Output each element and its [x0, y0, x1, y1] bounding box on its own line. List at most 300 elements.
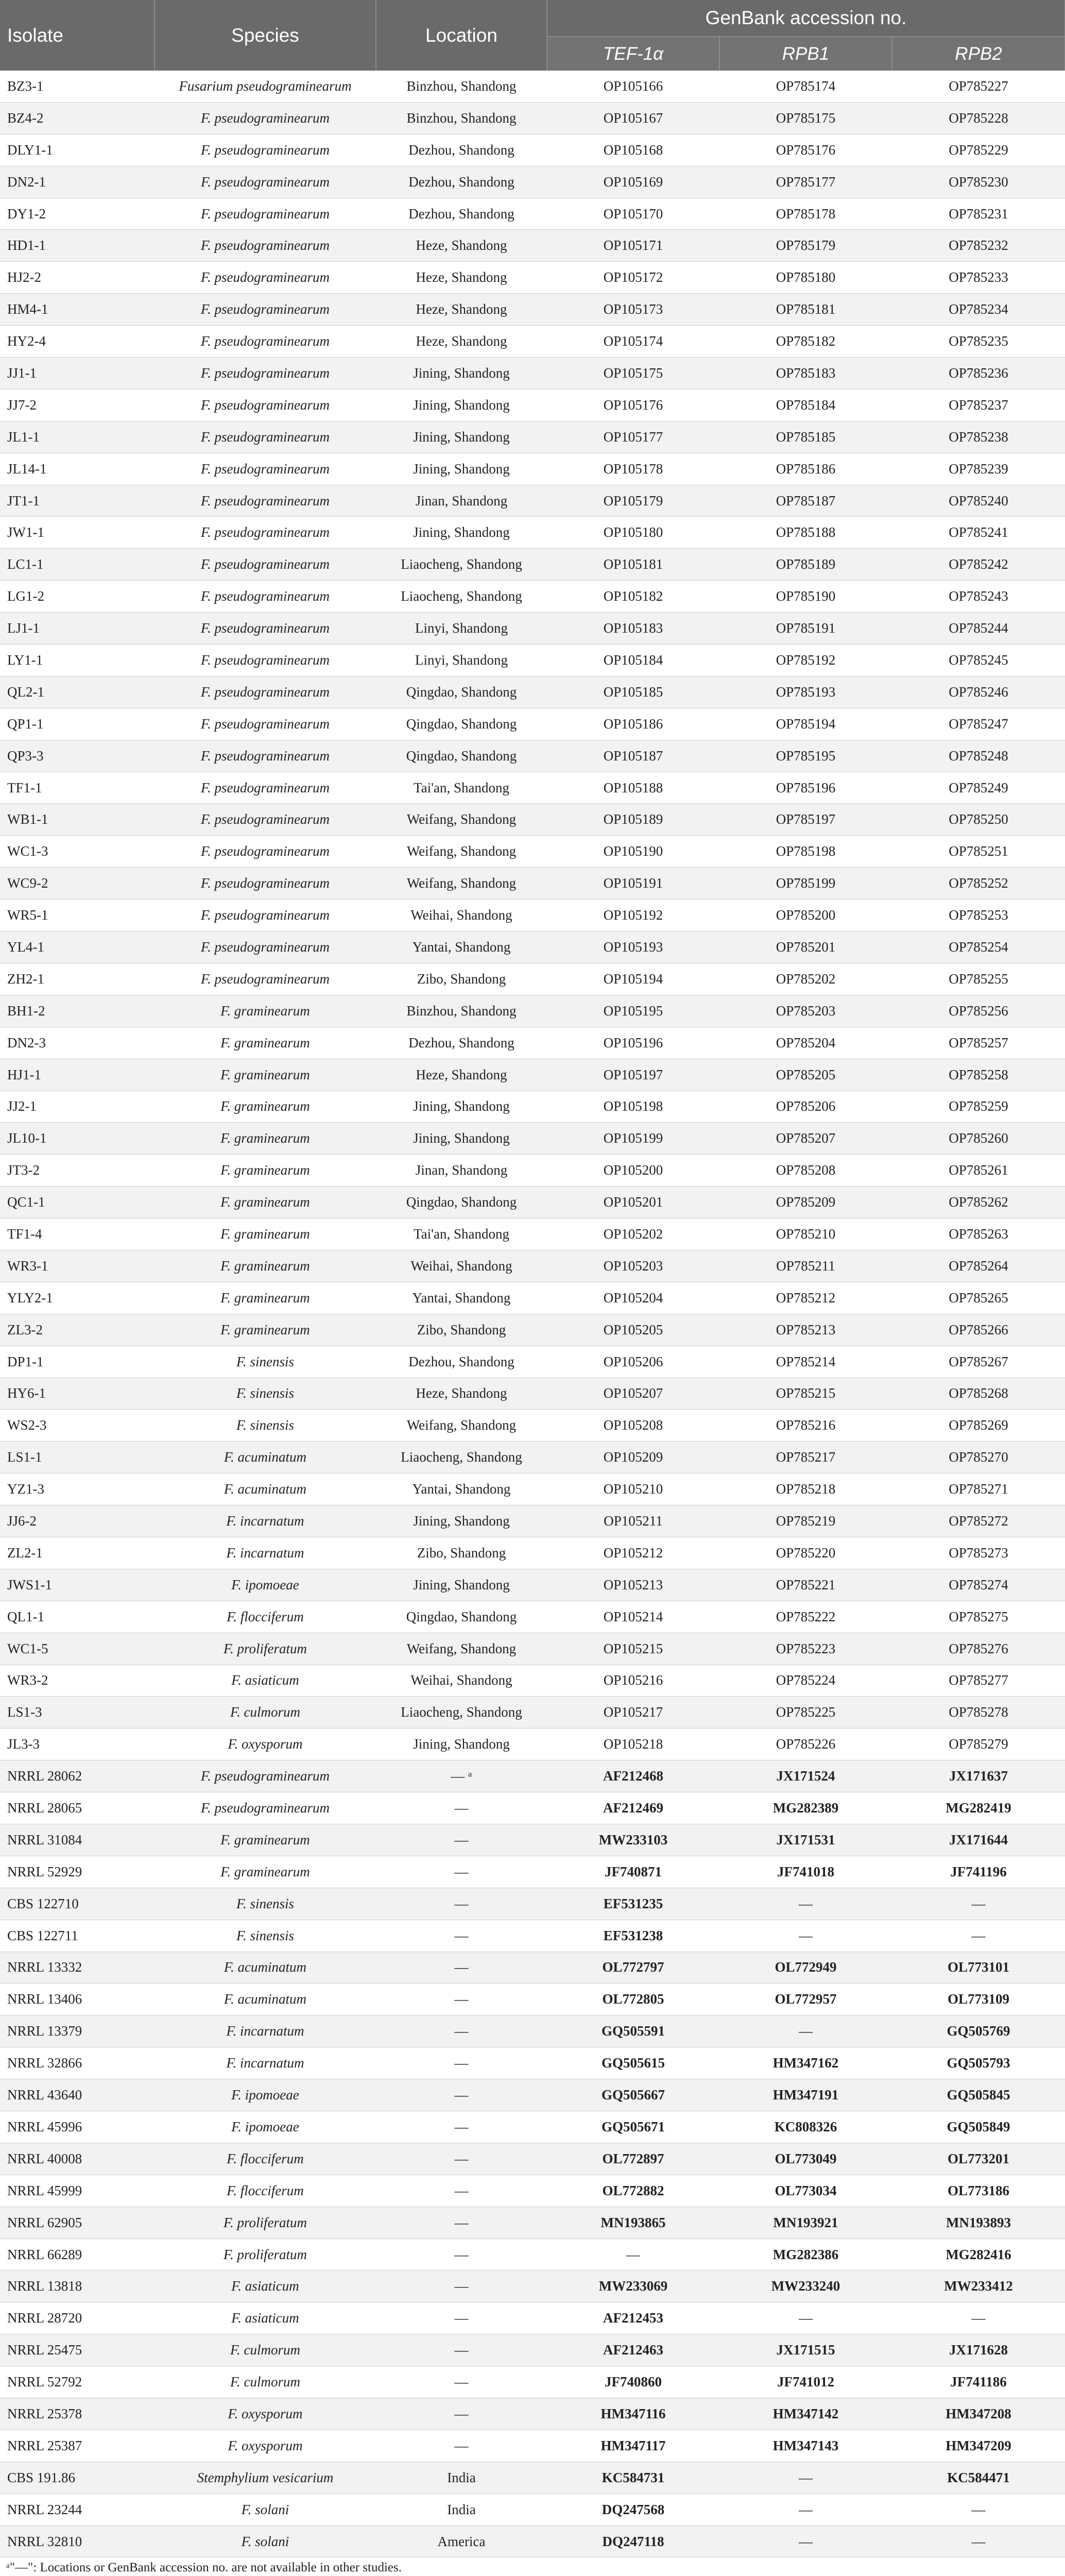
cell-species: F. oxysporum [154, 2430, 376, 2462]
footnote-missing: ᵃ"—": Locations or GenBank accession no. are not available in other studies. [6, 2561, 402, 2575]
cell-rpb1: OP785220 [719, 1537, 892, 1569]
cell-rpb1: OP785179 [719, 230, 892, 262]
cell-location: Zibo, Shandong [376, 963, 547, 995]
cell-location: Dezhou, Shandong [376, 1027, 547, 1059]
cell-rpb1: OP785187 [719, 485, 892, 517]
cell-location: Weihai, Shandong [376, 900, 547, 931]
cell-rpb2: MG282419 [892, 1792, 1065, 1824]
cell-species: F. asiaticum [154, 2302, 376, 2334]
cell-location: — [376, 1984, 547, 2015]
cell-isolate: CBS 122711 [0, 1920, 154, 1952]
cell-rpb2: OP785277 [892, 1665, 1065, 1697]
cell-tef: MW233069 [547, 2270, 719, 2302]
cell-rpb1: OP785185 [719, 421, 892, 453]
table-row [0, 2334, 1065, 2366]
cell-rpb1: OP785190 [719, 581, 892, 613]
table-row [0, 71, 1065, 102]
cell-rpb1: — [719, 2526, 892, 2557]
cell-rpb2: OP785261 [892, 1155, 1065, 1187]
table-row [0, 1505, 1065, 1537]
cell-tef: OP105211 [547, 1505, 719, 1537]
cell-rpb1: HM347162 [719, 2047, 892, 2079]
cell-species: F. pseudograminearum [154, 804, 376, 836]
cell-rpb2: OP785241 [892, 517, 1065, 549]
cell-tef: OP105190 [547, 836, 719, 868]
cell-rpb1: OL772949 [719, 1952, 892, 1984]
cell-tef: MW233103 [547, 1824, 719, 1856]
cell-rpb2: OP785268 [892, 1378, 1065, 1410]
cell-tef: OP105193 [547, 931, 719, 963]
cell-rpb1: OP785198 [719, 836, 892, 868]
cell-rpb2: OP785237 [892, 389, 1065, 421]
cell-location: — [376, 1792, 547, 1824]
cell-species: F. graminearum [154, 995, 376, 1027]
cell-rpb2: OP785258 [892, 1059, 1065, 1091]
cell-rpb1: OP785216 [719, 1410, 892, 1442]
cell-rpb2: HM347209 [892, 2430, 1065, 2462]
cell-species: F. oxysporum [154, 2398, 376, 2430]
cell-rpb2: OP785229 [892, 134, 1065, 166]
cell-isolate: NRRL 28720 [0, 2302, 154, 2334]
cell-tef: OP105172 [547, 262, 719, 294]
cell-rpb2: OP785278 [892, 1697, 1065, 1728]
cell-location: — [376, 2111, 547, 2143]
table-row [0, 1346, 1065, 1378]
cell-rpb1: OP785186 [719, 453, 892, 485]
cell-rpb1: OP785210 [719, 1218, 892, 1250]
table-row [0, 2047, 1065, 2079]
cell-rpb2: OP785231 [892, 198, 1065, 230]
cell-rpb1: OP785218 [719, 1473, 892, 1505]
cell-rpb2: OL773101 [892, 1952, 1065, 1984]
cell-species: F. pseudograminearum [154, 517, 376, 549]
cell-tef: MN193865 [547, 2207, 719, 2239]
cell-rpb1: OP785192 [719, 645, 892, 676]
cell-location: Dezhou, Shandong [376, 1346, 547, 1378]
table-row [0, 772, 1065, 804]
table-row [0, 230, 1065, 262]
table-row [0, 2398, 1065, 2430]
cell-tef: GQ505671 [547, 2111, 719, 2143]
cell-tef: — [547, 2239, 719, 2270]
cell-species: F. pseudograminearum [154, 836, 376, 868]
table-row [0, 1728, 1065, 1760]
cell-location: Jining, Shandong [376, 517, 547, 549]
cell-species: F. graminearum [154, 1091, 376, 1123]
cell-isolate: WR5-1 [0, 900, 154, 931]
cell-location: — [376, 2207, 547, 2239]
cell-species: F. pseudograminearum [154, 931, 376, 963]
cell-rpb1: OP785188 [719, 517, 892, 549]
cell-species: F. sinensis [154, 1346, 376, 1378]
cell-isolate: LS1-3 [0, 1697, 154, 1728]
cell-rpb2: GQ505793 [892, 2047, 1065, 2079]
cell-location: Jining, Shandong [376, 358, 547, 389]
cell-isolate: YL4-1 [0, 931, 154, 963]
cell-rpb1: MW233240 [719, 2270, 892, 2302]
cell-rpb2: OP785267 [892, 1346, 1065, 1378]
cell-species: F. sinensis [154, 1888, 376, 1920]
cell-location: Yantai, Shandong [376, 1282, 547, 1314]
cell-species: F. ipomoeae [154, 2079, 376, 2111]
cell-isolate: QL1-1 [0, 1601, 154, 1633]
cell-rpb2: — [892, 2526, 1065, 2557]
cell-isolate: LJ1-1 [0, 613, 154, 645]
cell-tef: HM347116 [547, 2398, 719, 2430]
cell-isolate: HY6-1 [0, 1378, 154, 1410]
cell-rpb1: JF741018 [719, 1856, 892, 1888]
cell-location: Jining, Shandong [376, 1123, 547, 1155]
cell-rpb2: OP785249 [892, 772, 1065, 804]
table-row [0, 134, 1065, 166]
cell-rpb2: OL773109 [892, 1984, 1065, 2015]
table-body [0, 71, 1065, 2557]
cell-rpb1: OP785205 [719, 1059, 892, 1091]
table-header [0, 0, 1065, 71]
cell-rpb1: OP785194 [719, 708, 892, 740]
cell-isolate: WC1-5 [0, 1633, 154, 1665]
cell-tef: OP105207 [547, 1378, 719, 1410]
cell-isolate: NRRL 25378 [0, 2398, 154, 2430]
cell-isolate: NRRL 43640 [0, 2079, 154, 2111]
cell-rpb1: OP785176 [719, 134, 892, 166]
cell-location: — [376, 1888, 547, 1920]
cell-location: Jining, Shandong [376, 1505, 547, 1537]
cell-tef: OP105203 [547, 1250, 719, 1282]
cell-species: F. pseudograminearum [154, 485, 376, 517]
table-row [0, 102, 1065, 134]
cell-isolate: JL3-3 [0, 1728, 154, 1760]
header-tef: TEF-1α [547, 37, 719, 71]
cell-isolate: DLY1-1 [0, 134, 154, 166]
cell-rpb1: OP785200 [719, 900, 892, 931]
cell-rpb2: OP785240 [892, 485, 1065, 517]
cell-species: F. solani [154, 2526, 376, 2557]
cell-isolate: NRRL 32866 [0, 2047, 154, 2079]
cell-isolate: DY1-2 [0, 198, 154, 230]
cell-location: Yantai, Shandong [376, 931, 547, 963]
cell-location: Tai'an, Shandong [376, 772, 547, 804]
cell-location: — [376, 1824, 547, 1856]
cell-location: Yantai, Shandong [376, 1473, 547, 1505]
cell-rpb1: OP785203 [719, 995, 892, 1027]
cell-species: F. graminearum [154, 1824, 376, 1856]
cell-species: F. proliferatum [154, 2239, 376, 2270]
cell-location: Linyi, Shandong [376, 613, 547, 645]
cell-rpb1: OP785207 [719, 1123, 892, 1155]
cell-rpb1: — [719, 2015, 892, 2047]
cell-tef: OP105188 [547, 772, 719, 804]
cell-species: F. graminearum [154, 1155, 376, 1187]
cell-rpb2: OP785257 [892, 1027, 1065, 1059]
cell-rpb2: OP785238 [892, 421, 1065, 453]
table-row [0, 1952, 1065, 1984]
cell-rpb2: MG282416 [892, 2239, 1065, 2270]
cell-tef: OP105209 [547, 1442, 719, 1473]
cell-location: Weifang, Shandong [376, 868, 547, 900]
table-row [0, 2494, 1065, 2526]
cell-location: — [376, 2239, 547, 2270]
table-row [0, 485, 1065, 517]
cell-location: America [376, 2526, 547, 2557]
cell-isolate: CBS 191.86 [0, 2462, 154, 2494]
cell-isolate: JJ7-2 [0, 389, 154, 421]
cell-species: F. graminearum [154, 1314, 376, 1346]
cell-isolate: LC1-1 [0, 549, 154, 581]
cell-rpb2: OP785253 [892, 900, 1065, 931]
cell-location: — [376, 2047, 547, 2079]
cell-location: Jining, Shandong [376, 1569, 547, 1601]
table-row [0, 2143, 1065, 2175]
cell-isolate: NRRL 28062 [0, 1760, 154, 1792]
cell-tef: OP105167 [547, 102, 719, 134]
table-row [0, 645, 1065, 676]
cell-rpb2: OP785243 [892, 581, 1065, 613]
cell-tef: OP105202 [547, 1218, 719, 1250]
cell-isolate: LG1-2 [0, 581, 154, 613]
cell-rpb2: OP785242 [892, 549, 1065, 581]
cell-isolate: NRRL 62905 [0, 2207, 154, 2239]
cell-rpb1: OP785177 [719, 166, 892, 198]
cell-location: Dezhou, Shandong [376, 198, 547, 230]
cell-rpb2: OP785252 [892, 868, 1065, 900]
cell-isolate: NRRL 13818 [0, 2270, 154, 2302]
cell-rpb2: OP785244 [892, 613, 1065, 645]
cell-isolate: ZH2-1 [0, 963, 154, 995]
cell-rpb2: OP785272 [892, 1505, 1065, 1537]
cell-isolate: JJ1-1 [0, 358, 154, 389]
cell-tef: OP105201 [547, 1187, 719, 1218]
table-row [0, 2430, 1065, 2462]
cell-species: F. culmorum [154, 2334, 376, 2366]
table-row [0, 2079, 1065, 2111]
cell-isolate: NRRL 45999 [0, 2175, 154, 2207]
cell-location: Heze, Shandong [376, 1059, 547, 1091]
table-row [0, 1442, 1065, 1473]
table-row [0, 1633, 1065, 1665]
cell-isolate: NRRL 25475 [0, 2334, 154, 2366]
table-row [0, 421, 1065, 453]
cell-rpb1: OP785178 [719, 198, 892, 230]
cell-isolate: HM4-1 [0, 294, 154, 326]
cell-isolate: ZL2-1 [0, 1537, 154, 1569]
table-row [0, 931, 1065, 963]
cell-species: F. incarnatum [154, 2015, 376, 2047]
cell-rpb1: OL773034 [719, 2175, 892, 2207]
cell-species: F. graminearum [154, 1218, 376, 1250]
cell-tef: OL772897 [547, 2143, 719, 2175]
cell-rpb1: OP785196 [719, 772, 892, 804]
cell-species: F. ipomoeae [154, 2111, 376, 2143]
cell-location: Linyi, Shandong [376, 645, 547, 676]
cell-rpb2: OP785263 [892, 1218, 1065, 1250]
cell-rpb2: OP785276 [892, 1633, 1065, 1665]
cell-rpb2: KC584471 [892, 2462, 1065, 2494]
cell-species: F. pseudograminearum [154, 772, 376, 804]
cell-rpb1: OP785183 [719, 358, 892, 389]
cell-rpb2: OP785246 [892, 676, 1065, 708]
cell-location: Heze, Shandong [376, 294, 547, 326]
cell-tef: OP105166 [547, 71, 719, 102]
cell-rpb1: KC808326 [719, 2111, 892, 2143]
cell-isolate: WS2-3 [0, 1410, 154, 1442]
cell-isolate: NRRL 32810 [0, 2526, 154, 2557]
cell-location: Jining, Shandong [376, 1091, 547, 1123]
cell-rpb1: OP785224 [719, 1665, 892, 1697]
cell-tef: DQ247118 [547, 2526, 719, 2557]
cell-rpb1: OP785226 [719, 1728, 892, 1760]
cell-rpb1: OP785182 [719, 326, 892, 358]
cell-rpb1: — [719, 2462, 892, 2494]
cell-tef: OP105183 [547, 613, 719, 645]
table-row [0, 1314, 1065, 1346]
cell-isolate: JJ2-1 [0, 1091, 154, 1123]
table-row [0, 2366, 1065, 2398]
cell-rpb1: — [719, 2302, 892, 2334]
cell-isolate: NRRL 28065 [0, 1792, 154, 1824]
cell-rpb1: JX171515 [719, 2334, 892, 2366]
cell-tef: OP105218 [547, 1728, 719, 1760]
cell-rpb2: OP785250 [892, 804, 1065, 836]
table-row [0, 1473, 1065, 1505]
cell-species: F. incarnatum [154, 2047, 376, 2079]
table-row [0, 326, 1065, 358]
cell-rpb1: OP785208 [719, 1155, 892, 1187]
cell-species: F. pseudograminearum [154, 389, 376, 421]
cell-tef: OP105170 [547, 198, 719, 230]
cell-rpb1: OP785181 [719, 294, 892, 326]
cell-location: — [376, 2366, 547, 2398]
cell-species: F. sinensis [154, 1920, 376, 1952]
cell-location: Qingdao, Shandong [376, 740, 547, 772]
table-row [0, 166, 1065, 198]
cell-tef: AF212468 [547, 1760, 719, 1792]
cell-rpb1: OL773049 [719, 2143, 892, 2175]
table-row [0, 868, 1065, 900]
cell-isolate: WC9-2 [0, 868, 154, 900]
cell-tef: OP105173 [547, 294, 719, 326]
cell-species: F. culmorum [154, 1697, 376, 1728]
cell-rpb2: JX171637 [892, 1760, 1065, 1792]
cell-isolate: CBS 122710 [0, 1888, 154, 1920]
cell-species: F. pseudograminearum [154, 868, 376, 900]
cell-location: Liaocheng, Shandong [376, 549, 547, 581]
table-row [0, 2015, 1065, 2047]
cell-tef: OP105213 [547, 1569, 719, 1601]
table-row [0, 1282, 1065, 1314]
cell-location: Weihai, Shandong [376, 1250, 547, 1282]
table-row [0, 1760, 1065, 1792]
cell-tef: HM347117 [547, 2430, 719, 2462]
cell-location: Qingdao, Shandong [376, 1601, 547, 1633]
cell-location: — [376, 1920, 547, 1952]
cell-isolate: HJ1-1 [0, 1059, 154, 1091]
cell-isolate: BH1-2 [0, 995, 154, 1027]
table-row [0, 358, 1065, 389]
cell-tef: OP105169 [547, 166, 719, 198]
cell-rpb2: OP785235 [892, 326, 1065, 358]
cell-rpb2: OP785233 [892, 262, 1065, 294]
table-row [0, 676, 1065, 708]
cell-tef: OP105217 [547, 1697, 719, 1728]
cell-location: Jinan, Shandong [376, 1155, 547, 1187]
cell-isolate: QL2-1 [0, 676, 154, 708]
cell-isolate: QP3-3 [0, 740, 154, 772]
cell-isolate: BZ3-1 [0, 71, 154, 102]
cell-rpb2: OP785230 [892, 166, 1065, 198]
cell-species: F. pseudograminearum [154, 294, 376, 326]
cell-rpb1: OP785180 [719, 262, 892, 294]
cell-tef: JF740871 [547, 1856, 719, 1888]
cell-location: Weifang, Shandong [376, 836, 547, 868]
cell-tef: OP105184 [547, 645, 719, 676]
cell-tef: OP105204 [547, 1282, 719, 1314]
cell-rpb2: OP785271 [892, 1473, 1065, 1505]
cell-isolate: NRRL 66289 [0, 2239, 154, 2270]
cell-rpb1: JF741012 [719, 2366, 892, 2398]
cell-location: Qingdao, Shandong [376, 676, 547, 708]
cell-rpb2: OP785236 [892, 358, 1065, 389]
cell-tef: AF212453 [547, 2302, 719, 2334]
table-row [0, 1537, 1065, 1569]
cell-isolate: QP1-1 [0, 708, 154, 740]
cell-tef: GQ505591 [547, 2015, 719, 2047]
table-row [0, 1665, 1065, 1697]
cell-rpb1: OP785193 [719, 676, 892, 708]
cell-isolate: JT3-2 [0, 1155, 154, 1187]
cell-location: Jining, Shandong [376, 453, 547, 485]
cell-isolate: WR3-1 [0, 1250, 154, 1282]
cell-rpb1: HM347143 [719, 2430, 892, 2462]
cell-isolate: BZ4-2 [0, 102, 154, 134]
table-row [0, 549, 1065, 581]
cell-isolate: JL10-1 [0, 1123, 154, 1155]
table-row [0, 2462, 1065, 2494]
table-row [0, 804, 1065, 836]
cell-tef: OP105205 [547, 1314, 719, 1346]
cell-species: F. graminearum [154, 1856, 376, 1888]
cell-rpb2: OP785262 [892, 1187, 1065, 1218]
cell-rpb2: OL773186 [892, 2175, 1065, 2207]
cell-isolate: NRRL 13406 [0, 1984, 154, 2015]
cell-tef: EF531235 [547, 1888, 719, 1920]
cell-location: — [376, 2430, 547, 2462]
table-row [0, 2207, 1065, 2239]
table-row [0, 708, 1065, 740]
cell-rpb2: OP785254 [892, 931, 1065, 963]
cell-rpb2: — [892, 1920, 1065, 1952]
cell-rpb2: OP785239 [892, 453, 1065, 485]
cell-rpb2: OP785259 [892, 1091, 1065, 1123]
header-species: Species [154, 0, 376, 71]
cell-tef: KC584731 [547, 2462, 719, 2494]
cell-species: Fusarium pseudograminearum [154, 71, 376, 102]
cell-rpb1: OP785197 [719, 804, 892, 836]
cell-species: F. flocciferum [154, 1601, 376, 1633]
cell-rpb1: MG282389 [719, 1792, 892, 1824]
table-row [0, 1218, 1065, 1250]
cell-species: F. acuminatum [154, 1952, 376, 1984]
table-row [0, 2175, 1065, 2207]
table-row [0, 2526, 1065, 2557]
cell-location: Weifang, Shandong [376, 1410, 547, 1442]
cell-rpb1: OL772957 [719, 1984, 892, 2015]
cell-species: F. pseudograminearum [154, 645, 376, 676]
cell-tef: JF740860 [547, 2366, 719, 2398]
cell-species: F. graminearum [154, 1187, 376, 1218]
cell-isolate: LS1-1 [0, 1442, 154, 1473]
table-row [0, 1155, 1065, 1187]
